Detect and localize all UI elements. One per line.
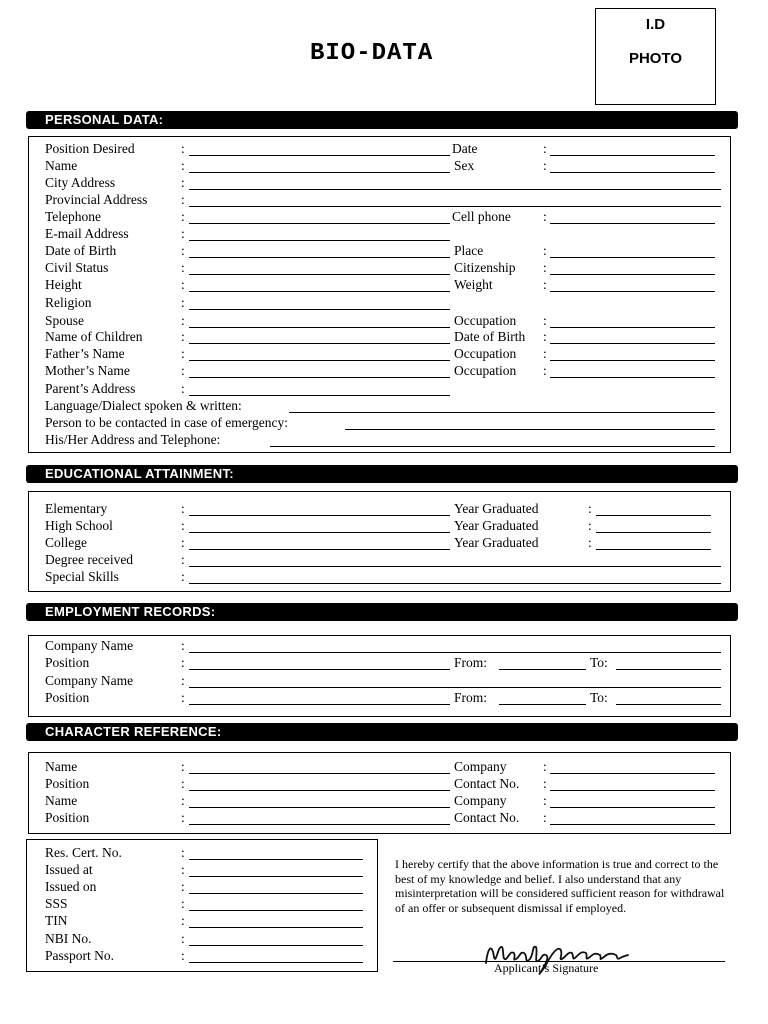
colon: : [543, 158, 547, 173]
colon: : [588, 518, 592, 533]
label-reference-company-1: Company [454, 759, 507, 774]
field-emergency-address[interactable] [270, 446, 715, 447]
label-high-school: High School [45, 518, 113, 533]
character-box [28, 752, 731, 834]
colon: : [543, 346, 547, 361]
label-children-date-of-birth: Date of Birth [454, 329, 526, 344]
field-sss[interactable] [189, 910, 363, 911]
label-citizenship: Citizenship [454, 260, 516, 275]
colon: : [181, 226, 185, 241]
field-weight[interactable] [550, 291, 715, 292]
label-res-cert-no: Res. Cert. No. [45, 845, 122, 860]
label-reference-contact-1: Contact No. [454, 776, 520, 791]
label-from-1: From: [454, 655, 488, 670]
label-to-1: To: [590, 655, 608, 670]
colon: : [543, 329, 547, 344]
field-date-of-birth[interactable] [189, 257, 450, 258]
label-special-skills: Special Skills [45, 569, 119, 584]
field-college[interactable] [189, 549, 450, 550]
colon: : [181, 260, 185, 275]
label-father-occupation: Occupation [454, 346, 517, 361]
colon: : [543, 243, 547, 258]
field-children-date-of-birth[interactable] [550, 343, 715, 344]
label-spouse: Spouse [45, 313, 85, 328]
page-title: BIO-DATA [310, 40, 434, 67]
photo-label-id: I.D [645, 16, 666, 33]
label-place: Place [454, 243, 484, 258]
field-language[interactable] [289, 412, 715, 413]
field-company-name-1[interactable] [189, 652, 721, 653]
colon: : [181, 673, 185, 688]
field-sex[interactable] [550, 172, 715, 173]
label-mothers-name: Mother’s Name [45, 363, 130, 378]
label-city-address: City Address [45, 175, 116, 190]
colon: : [181, 810, 185, 825]
label-name-of-children: Name of Children [45, 329, 143, 344]
signature-label: Applicant’s Signature [494, 961, 599, 975]
field-reference-name-1[interactable] [189, 773, 450, 774]
colon: : [181, 141, 185, 156]
colon: : [181, 913, 185, 928]
colon: : [181, 277, 185, 292]
label-nbi-no: NBI No. [45, 931, 92, 946]
field-name[interactable] [189, 172, 450, 173]
label-name: Name [45, 158, 78, 173]
field-position-1[interactable] [189, 669, 450, 670]
label-reference-position-1: Position [45, 776, 90, 791]
field-religion[interactable] [189, 309, 450, 310]
label-emergency-contact: Person to be contacted in case of emergency: [45, 415, 289, 430]
colon: : [181, 363, 185, 378]
id-photo-box [595, 8, 716, 105]
label-date: Date [452, 141, 478, 156]
label-year-graduated-college: Year Graduated [454, 535, 539, 550]
label-cell-phone: Cell phone [452, 209, 511, 224]
colon: : [181, 776, 185, 791]
label-passport-no: Passport No. [45, 948, 115, 963]
colon: : [181, 931, 185, 946]
colon: : [588, 535, 592, 550]
label-tin: TIN [45, 913, 68, 928]
field-reference-position-2[interactable] [189, 824, 450, 825]
field-emergency-contact[interactable] [345, 429, 715, 430]
field-special-skills[interactable] [189, 583, 721, 584]
photo-label-photo: PHOTO [628, 50, 683, 67]
colon: : [181, 690, 185, 705]
colon: : [181, 569, 185, 584]
section-header-personal: PERSONAL DATA: [26, 111, 738, 129]
section-header-education: EDUCATIONAL ATTAINMENT: [26, 465, 738, 483]
label-sss: SSS [45, 896, 68, 911]
colon: : [543, 363, 547, 378]
field-height[interactable] [189, 291, 450, 292]
colon: : [181, 295, 185, 310]
colon: : [181, 518, 185, 533]
certification-text: I hereby certify that the above information is true and correct to the best of my knowledge and belief. I also understand that any misinterpretation will be considered sufficient reason for withdrawal of an offer or subsequent dismissal if employed. [395, 857, 725, 915]
field-reference-company-1[interactable] [550, 773, 715, 774]
label-date-of-birth: Date of Birth [45, 243, 117, 258]
field-fathers-name[interactable] [189, 360, 450, 361]
label-fathers-name: Father’s Name [45, 346, 125, 361]
field-position-2[interactable] [189, 704, 450, 705]
label-language: Language/Dialect spoken & written: [45, 398, 242, 413]
colon: : [181, 192, 185, 207]
colon: : [181, 879, 185, 894]
label-from-2: From: [454, 690, 488, 705]
label-spouse-occupation: Occupation [454, 313, 517, 328]
colon: : [543, 776, 547, 791]
label-reference-name-2: Name [45, 793, 78, 808]
field-year-graduated-elementary[interactable] [596, 515, 711, 516]
field-issued-at[interactable] [189, 876, 363, 877]
field-father-occupation[interactable] [550, 360, 715, 361]
label-issued-on: Issued on [45, 879, 97, 894]
field-to-2[interactable] [616, 704, 721, 705]
colon: : [181, 896, 185, 911]
colon: : [543, 810, 547, 825]
field-telephone[interactable] [189, 223, 450, 224]
colon: : [181, 655, 185, 670]
colon: : [181, 552, 185, 567]
label-mother-occupation: Occupation [454, 363, 517, 378]
field-reference-company-2[interactable] [550, 807, 715, 808]
colon: : [181, 501, 185, 516]
field-year-graduated-high-school[interactable] [596, 532, 711, 533]
colon: : [181, 948, 185, 963]
field-degree-received[interactable] [189, 566, 721, 567]
label-reference-position-2: Position [45, 810, 90, 825]
field-spouse[interactable] [189, 327, 450, 328]
label-provincial-address: Provincial Address [45, 192, 148, 207]
education-box [28, 491, 731, 592]
label-religion: Religion [45, 295, 92, 310]
colon: : [181, 862, 185, 877]
field-nbi-no[interactable] [189, 945, 363, 946]
field-place[interactable] [550, 257, 715, 258]
field-position-desired[interactable] [189, 155, 450, 156]
label-height: Height [45, 277, 82, 292]
label-position-desired: Position Desired [45, 141, 135, 156]
colon: : [181, 243, 185, 258]
field-elementary[interactable] [189, 515, 450, 516]
label-parents-address: Parent’s Address [45, 381, 136, 396]
colon: : [181, 638, 185, 653]
field-reference-position-1[interactable] [189, 790, 450, 791]
colon: : [181, 175, 185, 190]
field-provincial-address[interactable] [189, 206, 721, 207]
field-mother-occupation[interactable] [550, 377, 715, 378]
field-reference-name-2[interactable] [189, 807, 450, 808]
label-email: E-mail Address [45, 226, 129, 241]
colon: : [181, 329, 185, 344]
label-weight: Weight [454, 277, 493, 292]
field-parents-address[interactable] [189, 395, 450, 396]
label-reference-company-2: Company [454, 793, 507, 808]
label-sex: Sex [454, 158, 475, 173]
label-company-name-1: Company Name [45, 638, 134, 653]
label-company-name-2: Company Name [45, 673, 134, 688]
field-year-graduated-college[interactable] [596, 549, 711, 550]
label-position-2: Position [45, 690, 90, 705]
field-res-cert-no[interactable] [189, 859, 363, 860]
colon: : [181, 845, 185, 860]
field-email[interactable] [189, 240, 450, 241]
field-name-of-children[interactable] [189, 343, 450, 344]
colon: : [543, 277, 547, 292]
field-civil-status[interactable] [189, 274, 450, 275]
label-civil-status: Civil Status [45, 260, 109, 275]
section-header-employment: EMPLOYMENT RECORDS: [26, 603, 738, 621]
field-issued-on[interactable] [189, 893, 363, 894]
label-emergency-address: His/Her Address and Telephone: [45, 432, 221, 447]
colon: : [181, 346, 185, 361]
field-mothers-name[interactable] [189, 377, 450, 378]
label-issued-at: Issued at [45, 862, 93, 877]
field-tin[interactable] [189, 927, 363, 928]
colon: : [543, 759, 547, 774]
field-citizenship[interactable] [550, 274, 715, 275]
field-reference-contact-2[interactable] [550, 824, 715, 825]
field-spouse-occupation[interactable] [550, 327, 715, 328]
colon: : [543, 313, 547, 328]
colon: : [543, 260, 547, 275]
label-telephone: Telephone [45, 209, 102, 224]
label-college: College [45, 535, 87, 550]
label-reference-name-1: Name [45, 759, 78, 774]
label-reference-contact-2: Contact No. [454, 810, 520, 825]
label-to-2: To: [590, 690, 608, 705]
colon: : [543, 141, 547, 156]
colon: : [181, 381, 185, 396]
label-position-1: Position [45, 655, 90, 670]
field-reference-contact-1[interactable] [550, 790, 715, 791]
field-cell-phone[interactable] [550, 223, 715, 224]
label-year-graduated-elementary: Year Graduated [454, 501, 539, 516]
colon: : [543, 793, 547, 808]
field-from-2[interactable] [499, 704, 586, 705]
colon: : [181, 759, 185, 774]
colon: : [588, 501, 592, 516]
field-high-school[interactable] [189, 532, 450, 533]
colon: : [181, 535, 185, 550]
label-year-graduated-high-school: Year Graduated [454, 518, 539, 533]
label-degree-received: Degree received [45, 552, 134, 567]
colon: : [181, 313, 185, 328]
field-to-1[interactable] [616, 669, 721, 670]
field-passport-no[interactable] [189, 962, 363, 963]
colon: : [543, 209, 547, 224]
colon: : [181, 209, 185, 224]
section-header-character: CHARACTER REFERENCE: [26, 723, 738, 741]
colon: : [181, 158, 185, 173]
colon: : [181, 793, 185, 808]
field-from-1[interactable] [499, 669, 586, 670]
field-date[interactable] [550, 155, 715, 156]
field-city-address[interactable] [189, 189, 721, 190]
label-elementary: Elementary [45, 501, 108, 516]
field-company-name-2[interactable] [189, 687, 721, 688]
